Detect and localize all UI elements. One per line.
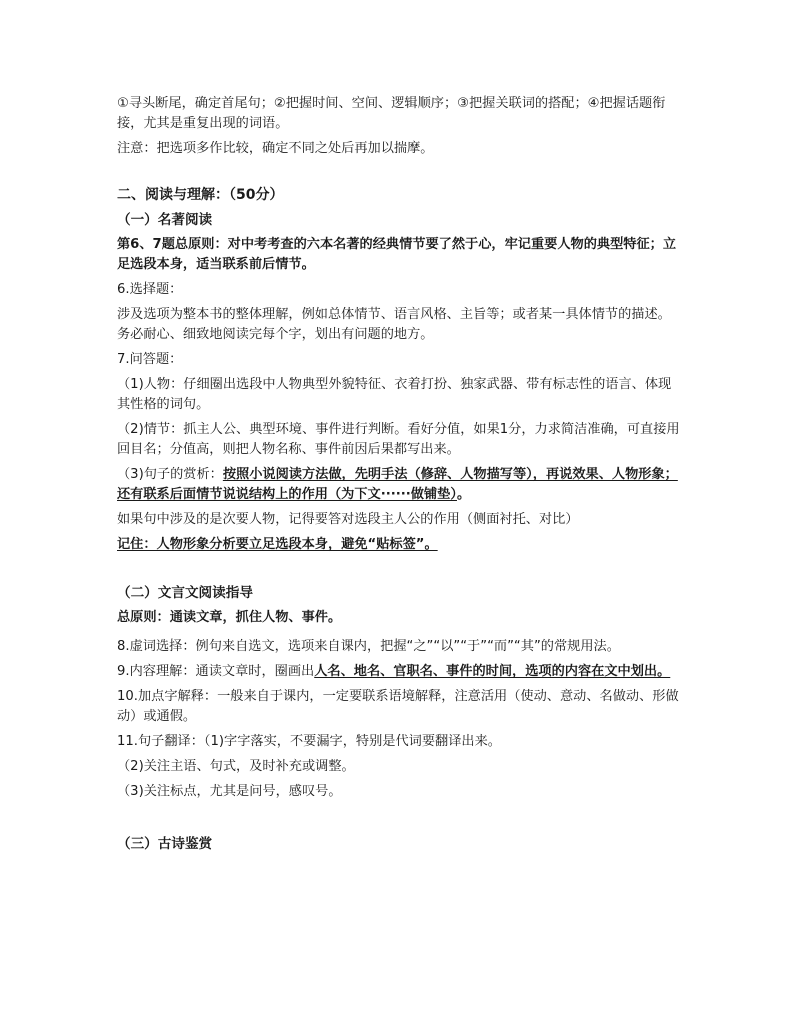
intro-steps: ①寻头断尾，确定首尾句；②把握时间、空间、逻辑顺序；③把握关联词的搭配；④把握话题衔接，尤其是重复出现的词语。 [117,96,666,131]
q7-item-1: （1)人物：仔细圈出选段中人物典型外貌特征、衣着打扮、独家武器、带有标志性的语言、体现其性格的词句。 [117,377,672,412]
intro-note: 注意：把选项多作比较，确定不同之处后再加以揣摩。 [117,141,434,156]
q7-item-3-method: 按照小说阅读方法做，先明手法（修辞、人物描写等），再说效果、人物形象；还有联系后面情节说说结构上的作用（为下文······做铺垫） [117,467,678,502]
q9-emphasis: 人名、地名、官职名、事件的时间，选项的内容在文中划出。 [314,664,671,679]
q11: 11.句子翻译：（1)字字落实，不要漏字，特别是代词要翻译出来。 [117,734,501,749]
q6-body: 涉及选项为整本书的整体理解，例如总体情节、语言风格、主旨等；或者某一具体情节的描述。务必耐心、细致地阅读完每个字，划出有问题的地方。 [117,307,671,342]
q7-title: 7.问答题： [117,352,183,367]
classics-remember: 记住：人物形象分析要立足选段本身，避免“贴标签”。 [117,537,438,552]
q6-title: 6.选择题： [117,282,183,297]
q9 [117,662,682,682]
q7-note: 如果句中涉及的是次要人物，记得要答对选段主人公的作用（侧面衬托、对比） [117,512,579,527]
classical-principle: 总原则：通读文章，抓住人物、事件。 [117,610,342,625]
section-title-reading: 二、阅读与理解：（50分） [117,187,284,203]
q11-item-3: （3)关注标点，尤其是问号，感叹号。 [117,784,342,799]
q7-item-2: （2)情节：抓主人公、典型环境、事件进行判断。看好分值，如果1分，力求简洁准确，可直接用回目名；分值高，则把人物名称、事件前因后果都写出来。 [117,422,680,457]
subsection-title-poetry: （三）古诗鉴赏 [117,836,213,852]
classics-principle: 第6、7题总原则：对中考考查的六本名著的经典情节要了然于心，牢记重要人物的典型特征；立足选段本身，适当联系前后情节。 [117,237,677,272]
q11-item-2: （2)关注主语、句式，及时补充或调整。 [117,759,355,774]
q8: 8.虚词选择：例句来自选文，选项来自课内，把握“之”“以”“于”“而”“其”的常规用法。 [117,639,620,654]
q7-item-3-end: 。 [456,487,471,502]
document-page [117,94,682,854]
subsection-title-classics: （一）名著阅读 [117,212,213,228]
q7-item-3-label: （3)句子的赏析： [117,467,223,482]
subsection-title-classical-chinese: （二）文言文阅读指导 [117,585,253,601]
q10: 10.加点字解释：一般来自于课内，一定要联系语境解释，注意活用（使动、意动、名做动、形做动）或通假。 [117,689,679,724]
q9-label: 9.内容理解：通读文章时，圈画出 [117,664,315,679]
q7-item-3 [117,465,682,505]
